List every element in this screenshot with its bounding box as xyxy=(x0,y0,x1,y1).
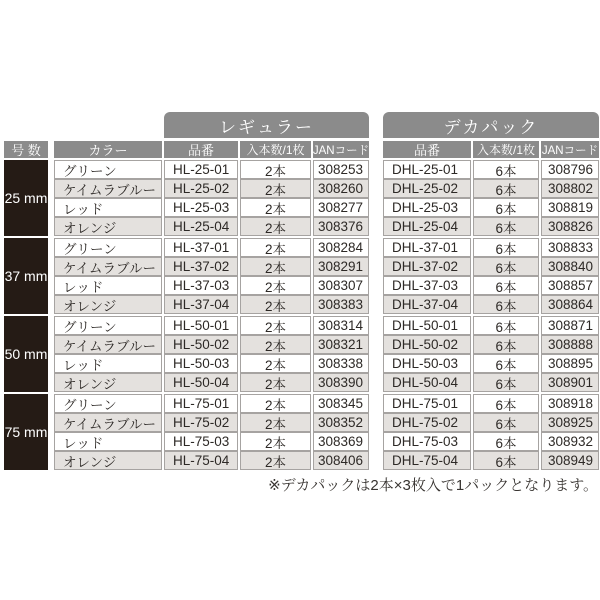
hl-jan-cell: 308376 xyxy=(313,217,369,236)
hl-code-cell: HL-25-02 xyxy=(164,179,238,198)
color-cell: ケイムラブルー xyxy=(54,179,162,198)
column-header-row xyxy=(4,141,599,158)
group-header-gap xyxy=(369,112,383,138)
hl-code-cell: HL-75-04 xyxy=(164,451,238,470)
hl-code-cell: HL-37-03 xyxy=(164,276,238,295)
color-cell: グリーン xyxy=(54,160,162,179)
hl-jan-cell: 308314 xyxy=(313,316,369,335)
dhl-jan-cell: 308796 xyxy=(541,160,599,179)
dhl-code-cell: DHL-50-02 xyxy=(383,335,471,354)
hl-count-cell: 2本 xyxy=(240,198,311,217)
color-cell: グリーン xyxy=(54,238,162,257)
size-group-75mm xyxy=(4,394,599,470)
dhl-code-cell: DHL-50-03 xyxy=(383,354,471,373)
color-cell: オレンジ xyxy=(54,295,162,314)
hl-code-cell: HL-25-03 xyxy=(164,198,238,217)
size-group-50mm xyxy=(4,316,599,392)
hl-jan-cell: 308345 xyxy=(313,394,369,413)
dhl-count-cell: 6本 xyxy=(473,316,539,335)
col-header-dhl-jan: JANコード xyxy=(541,141,599,158)
table-row xyxy=(54,217,599,236)
hl-count-cell: 2本 xyxy=(240,354,311,373)
hl-count-cell: 2本 xyxy=(240,295,311,314)
hl-count-cell: 2本 xyxy=(240,373,311,392)
hl-jan-cell: 308291 xyxy=(313,257,369,276)
dhl-code-cell: DHL-25-02 xyxy=(383,179,471,198)
group-header-spacer xyxy=(4,112,164,138)
table-row xyxy=(54,451,599,470)
hl-count-cell: 2本 xyxy=(240,160,311,179)
dhl-count-cell: 6本 xyxy=(473,432,539,451)
hl-jan-cell: 308253 xyxy=(313,160,369,179)
dhl-code-cell: DHL-37-03 xyxy=(383,276,471,295)
size-cell: 50 mm xyxy=(4,316,48,392)
dhl-jan-cell: 308901 xyxy=(541,373,599,392)
color-cell: レッド xyxy=(54,198,162,217)
dhl-jan-cell: 308819 xyxy=(541,198,599,217)
hl-code-cell: HL-37-01 xyxy=(164,238,238,257)
color-cell: グリーン xyxy=(54,316,162,335)
product-spec-table xyxy=(4,112,599,472)
hl-jan-cell: 308277 xyxy=(313,198,369,217)
col-header-dhl-count: 入本数/1枚 xyxy=(473,141,539,158)
color-cell: ケイムラブルー xyxy=(54,257,162,276)
group-header-row xyxy=(4,112,599,138)
dhl-code-cell: DHL-75-01 xyxy=(383,394,471,413)
dhl-jan-cell: 308895 xyxy=(541,354,599,373)
hl-code-cell: HL-50-04 xyxy=(164,373,238,392)
dhl-jan-cell: 308840 xyxy=(541,257,599,276)
hl-code-cell: HL-75-03 xyxy=(164,432,238,451)
dhl-code-cell: DHL-37-02 xyxy=(383,257,471,276)
dhl-count-cell: 6本 xyxy=(473,354,539,373)
col-header-dhl-code: 品番 xyxy=(383,141,471,158)
table-row xyxy=(54,276,599,295)
size-cell: 37 mm xyxy=(4,238,48,314)
dhl-count-cell: 6本 xyxy=(473,394,539,413)
color-cell: オレンジ xyxy=(54,373,162,392)
table-row xyxy=(54,160,599,179)
dhl-code-cell: DHL-75-04 xyxy=(383,451,471,470)
size-group-25mm xyxy=(4,160,599,236)
table-row xyxy=(54,179,599,198)
color-cell: オレンジ xyxy=(54,451,162,470)
table-row xyxy=(54,432,599,451)
hl-jan-cell: 308307 xyxy=(313,276,369,295)
dhl-jan-cell: 308888 xyxy=(541,335,599,354)
dhl-count-cell: 6本 xyxy=(473,451,539,470)
hl-jan-cell: 308338 xyxy=(313,354,369,373)
dhl-count-cell: 6本 xyxy=(473,238,539,257)
dhl-count-cell: 6本 xyxy=(473,373,539,392)
table-row xyxy=(54,335,599,354)
hl-jan-cell: 308284 xyxy=(313,238,369,257)
table-row xyxy=(54,316,599,335)
dhl-jan-cell: 308857 xyxy=(541,276,599,295)
dhl-code-cell: DHL-75-03 xyxy=(383,432,471,451)
table-row xyxy=(54,238,599,257)
col-header-hl-code: 品番 xyxy=(164,141,238,158)
dhl-jan-cell: 308864 xyxy=(541,295,599,314)
hl-count-cell: 2本 xyxy=(240,316,311,335)
hl-code-cell: HL-75-02 xyxy=(164,413,238,432)
dhl-code-cell: DHL-37-01 xyxy=(383,238,471,257)
hl-count-cell: 2本 xyxy=(240,394,311,413)
size-group-37mm xyxy=(4,238,599,314)
col-header-size: 号 数 xyxy=(4,141,48,158)
color-cell: ケイムラブルー xyxy=(54,335,162,354)
dhl-count-cell: 6本 xyxy=(473,217,539,236)
hl-count-cell: 2本 xyxy=(240,257,311,276)
dhl-code-cell: DHL-75-02 xyxy=(383,413,471,432)
dhl-count-cell: 6本 xyxy=(473,413,539,432)
dhl-code-cell: DHL-25-04 xyxy=(383,217,471,236)
dhl-count-cell: 6本 xyxy=(473,335,539,354)
table-row xyxy=(54,198,599,217)
dhl-jan-cell: 308925 xyxy=(541,413,599,432)
col-header-hl-jan: JANコード xyxy=(313,141,369,158)
dhl-jan-cell: 308871 xyxy=(541,316,599,335)
color-cell: ケイムラブルー xyxy=(54,413,162,432)
size-cell: 25 mm xyxy=(4,160,48,236)
footnote: ※デカパックは2本×3枚入で1パックとなります。 xyxy=(268,477,598,494)
hl-jan-cell: 308352 xyxy=(313,413,369,432)
hl-count-cell: 2本 xyxy=(240,179,311,198)
hl-code-cell: HL-75-01 xyxy=(164,394,238,413)
hl-count-cell: 2本 xyxy=(240,238,311,257)
dhl-jan-cell: 308918 xyxy=(541,394,599,413)
table-row xyxy=(54,394,599,413)
group-header-regular: レギュラー xyxy=(164,112,369,138)
dhl-code-cell: DHL-37-04 xyxy=(383,295,471,314)
hl-jan-cell: 308260 xyxy=(313,179,369,198)
color-cell: オレンジ xyxy=(54,217,162,236)
dhl-count-cell: 6本 xyxy=(473,276,539,295)
color-cell: レッド xyxy=(54,276,162,295)
dhl-jan-cell: 308949 xyxy=(541,451,599,470)
dhl-count-cell: 6本 xyxy=(473,179,539,198)
table-row xyxy=(54,295,599,314)
table-row xyxy=(54,354,599,373)
hl-code-cell: HL-37-02 xyxy=(164,257,238,276)
dhl-code-cell: DHL-50-04 xyxy=(383,373,471,392)
dhl-count-cell: 6本 xyxy=(473,160,539,179)
dhl-count-cell: 6本 xyxy=(473,295,539,314)
hl-jan-cell: 308406 xyxy=(313,451,369,470)
dhl-code-cell: DHL-25-01 xyxy=(383,160,471,179)
dhl-jan-cell: 308802 xyxy=(541,179,599,198)
table-row xyxy=(54,373,599,392)
hl-code-cell: HL-25-04 xyxy=(164,217,238,236)
color-cell: グリーン xyxy=(54,394,162,413)
hl-jan-cell: 308321 xyxy=(313,335,369,354)
dhl-count-cell: 6本 xyxy=(473,257,539,276)
hl-count-cell: 2本 xyxy=(240,451,311,470)
hl-code-cell: HL-25-01 xyxy=(164,160,238,179)
hl-jan-cell: 308369 xyxy=(313,432,369,451)
table-row xyxy=(54,413,599,432)
color-cell: レッド xyxy=(54,432,162,451)
hl-count-cell: 2本 xyxy=(240,217,311,236)
dhl-jan-cell: 308932 xyxy=(541,432,599,451)
dhl-code-cell: DHL-25-03 xyxy=(383,198,471,217)
dhl-jan-cell: 308833 xyxy=(541,238,599,257)
hl-code-cell: HL-37-04 xyxy=(164,295,238,314)
hl-count-cell: 2本 xyxy=(240,432,311,451)
hl-jan-cell: 308383 xyxy=(313,295,369,314)
hl-jan-cell: 308390 xyxy=(313,373,369,392)
group-header-dekapack: デカパック xyxy=(383,112,599,138)
dhl-code-cell: DHL-50-01 xyxy=(383,316,471,335)
color-cell: レッド xyxy=(54,354,162,373)
size-cell: 75 mm xyxy=(4,394,48,470)
dhl-count-cell: 6本 xyxy=(473,198,539,217)
hl-count-cell: 2本 xyxy=(240,413,311,432)
hl-count-cell: 2本 xyxy=(240,335,311,354)
hl-code-cell: HL-50-03 xyxy=(164,354,238,373)
table-row xyxy=(54,257,599,276)
hl-count-cell: 2本 xyxy=(240,276,311,295)
dhl-jan-cell: 308826 xyxy=(541,217,599,236)
col-header-color: カラー xyxy=(54,141,162,158)
hl-code-cell: HL-50-01 xyxy=(164,316,238,335)
hl-code-cell: HL-50-02 xyxy=(164,335,238,354)
col-header-hl-count: 入本数/1枚 xyxy=(240,141,311,158)
